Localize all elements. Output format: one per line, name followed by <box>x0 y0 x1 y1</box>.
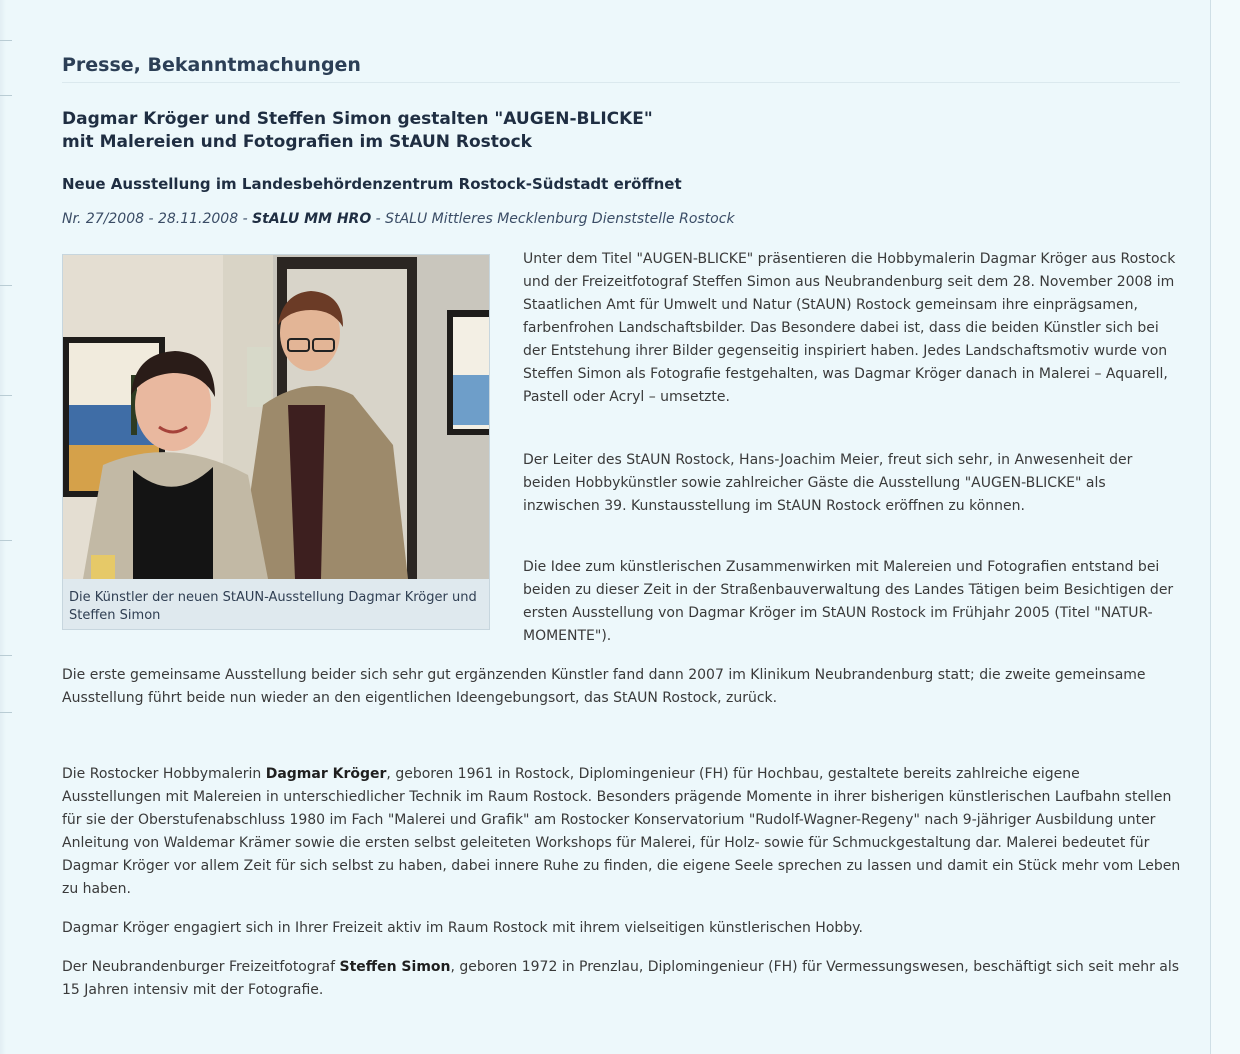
edge-tick <box>0 712 12 713</box>
artist-name-simon: Steffen Simon <box>339 959 451 975</box>
edge-tick <box>0 40 12 41</box>
photo-figure <box>62 254 490 630</box>
article-subheadline: Neue Ausstellung im Landesbehördenzentrum Rostock-Südstadt eröffnet <box>62 175 682 193</box>
office-name: - StALU Mittleres Mecklenburg Dienststelle Rostock <box>371 211 735 227</box>
left-edge <box>0 0 6 1054</box>
headline-line-1: Dagmar Kröger und Steffen Simon gestalten "AUGEN-BLICKE" <box>62 109 653 129</box>
bio-body-text: , geboren 1961 in Rostock, Diplomingenieur (FH) für Hochbau, gestaltete bereits zahlreiche eigene Ausstellungen mit Malereien in unterschiedlicher Technik im Raum Rostock. Besonders prägende Momente in ihrer bisherigen künstlerischen Laufbahn stellen für sie der Oberstufenabschluss 1980 im Fach "Malerei und Grafik" am Rostocker Konservatorium "Rudolf-Wagner-Regeny" nach 9-jähriger Ausbildung unter Anleitung von Waldemar Krämer sowie die ersten selbst geleiteten Workshops für Malerei, für Holz- sowie für Schmuckgestaltung dar. Malerei bedeutet für Dagmar Kröger vor allem Zeit für sich selbst zu haben, dabei innere Ruhe zu finden, die eigene Seele sprechen zu lassen und damit ein Stück mehr vom Leben zu haben. <box>62 766 1181 897</box>
simon-body-text: , geboren 1972 in Prenzlau, Diplomingenieur (FH) für Vermessungswesen, beschäftigt sich seit mehr als 15 Jahren intensiv mit der Fotografie. <box>62 959 1180 998</box>
press-release-meta <box>62 211 735 227</box>
edge-tick <box>0 285 12 286</box>
paragraph-idea: Die Idee zum künstlerischen Zusammenwirken mit Malereien und Fotografien entstand bei beiden zu dieser Zeit in der Straßenbauverwaltung des Landes Tätigen beim Besichtigen der ersten Ausstellung von Dagmar Kröger im StAUN Rostock im Frühjahr 2005 (Titel "NATUR-MOMENTE"). <box>523 559 1174 644</box>
release-number-date: Nr. 27/2008 - 28.11.2008 - <box>62 211 253 227</box>
bio-intro-text: Die Rostocker Hobbymalerin <box>62 766 266 782</box>
edge-tick <box>0 540 12 541</box>
paragraph-kroeger-bio <box>62 763 1182 901</box>
paragraph-exhibitions: Die erste gemeinsame Ausstellung beider sich sehr gut ergänzenden Künstler fand dann 2007 im Klinikum Neubrandenburg statt; die zweite gemeinsame Ausstellung führt beide nun wieder an den eigentlichen Ideengebungsort, das StAUN Rostock, zurück. <box>62 667 1146 706</box>
edge-tick <box>0 95 12 96</box>
paragraph-intro: Unter dem Titel "AUGEN-BLICKE" präsentieren die Hobbymalerin Dagmar Kröger aus Rostock und der Freizeitfotograf Steffen Simon aus Neubrandenburg seit dem 28. November 2008 im Staatlichen Amt für Umwelt und Natur (StAUN) Rostock gemeinsam ihre einprägsamen, farbenfrohen Landschaftsbilder. Das Besondere dabei ist, dass die beiden Künstler sich bei der Entstehung ihrer Bilder gegenseitig inspiriert haben. Jedes Landschaftsmotiv wurde von Steffen Simon als Fotografie festgehalten, was Dagmar Kröger danach in Malerei – Aquarell, Pastell oder Acryl – umsetzte. <box>523 251 1176 405</box>
headline-line-2: mit Malereien und Fotografien im StAUN Rostock <box>62 132 532 152</box>
paragraph-simon-bio <box>62 956 1182 1002</box>
section-divider <box>62 82 1180 83</box>
simon-intro-text: Der Neubrandenburger Freizeitfotograf <box>62 959 340 975</box>
paragraph-kroeger-hobby: Dagmar Kröger engagiert sich in Ihrer Freizeit aktiv im Raum Rostock mit ihrem vielseitigen künstlerischen Hobby. <box>62 920 863 936</box>
artist-name-kroeger: Dagmar Kröger <box>265 766 387 782</box>
artists-photo <box>63 255 489 579</box>
office-abbreviation: StALU MM HRO <box>252 211 372 227</box>
photo-caption: Die Künstler der neuen StAUN-Ausstellung Dagmar Kröger und Steffen Simon <box>69 590 477 623</box>
edge-tick <box>0 395 12 396</box>
paragraph-opening: Der Leiter des StAUN Rostock, Hans-Joachim Meier, freut sich sehr, in Anwesenheit der beiden Hobbykünstler sowie zahlreicher Gäste die Ausstellung "AUGEN-BLICKE" als inzwischen 39. Kunstausstellung im StAUN Rostock eröffnen zu können. <box>523 452 1133 514</box>
edge-tick <box>0 655 12 656</box>
article-headline <box>62 108 962 154</box>
section-title: Presse, Bekanntmachungen <box>62 54 361 76</box>
